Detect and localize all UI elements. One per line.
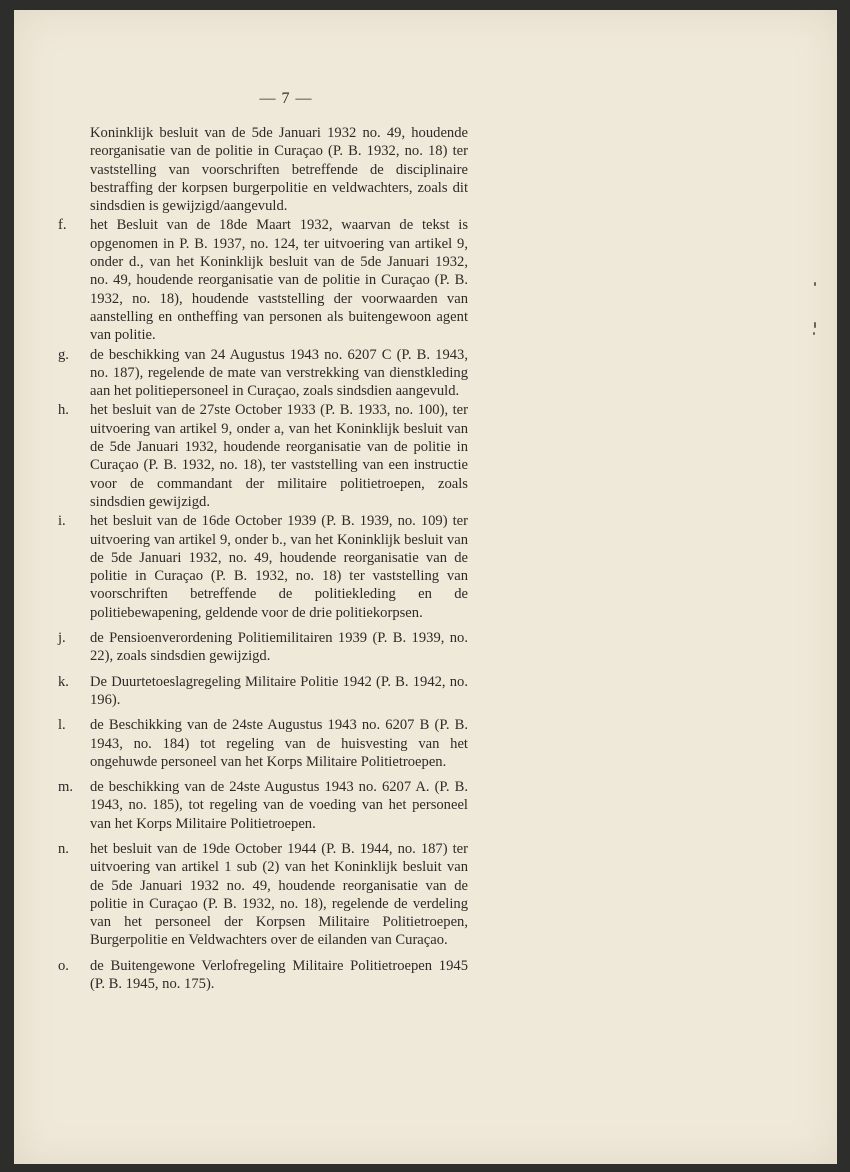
intro-paragraph: Koninklijk besluit van de 5de Januari 1932 no. 49, houdende reorganisatie van de politie in Curaçao (P. B. 1932, no. 18) ter vaststelling van voorschriften betreffende de disciplinaire bestraffing der korpsen burgerpolitie en veldwachters, zoals dit sindsdien is gewijzigd/aangevuld. [90,125,468,215]
list-item [58,401,468,511]
list-item-letter: j. [58,630,66,647]
list-item-text: de beschikking van 24 Augustus 1943 no. 6207 C (P. B. 1943, no. 187), regelende de mate van verstrekking van dienstkleding aan het politiepersoneel in Curaçao, zoals sindsdien aangevuld. [90,346,468,400]
list-item [58,216,468,344]
list-item-letter: l. [58,717,66,734]
paper-speck [813,332,815,335]
list-item [58,629,468,666]
list-item-text: de Buitengewone Verlofregeling Militaire Politietroepen 1945 (P. B. 1945, no. 175). [90,957,468,993]
list-item-letter: o. [58,957,69,974]
list-item-letter: k. [58,673,69,690]
list-item [58,778,468,833]
list-item-text: de beschikking van de 24ste Augustus 1943 no. 6207 A. (P. B. 1943, no. 185), tot regeling van de voeding van het personeel van het Korps Militaire Politietroepen. [90,779,468,832]
list-item-text: het Besluit van de 18de Maart 1932, waarvan de tekst is opgenomen in P. B. 1937, no. 124, ter uitvoering van artikel 9, onder d., van het Koninklijk besluit van de 5de Januari 1932, no. 49, houdende reorganisatie van de politie in Curaçao (P. B. 1932, no. 18), houdende vaststelling der voorwaarden van aanstelling en ontheffing van personen als buitengewoon agent van politie. [90,217,468,344]
list-item-letter: n. [58,840,69,857]
list-item-text: het besluit van de 27ste October 1933 (P. B. 1933, no. 100), ter uitvoering van artikel 9, onder a, van het Koninklijk besluit van de 5de Januari 1932, houdende reorganisatie van de politie in Curaçao (P. B. 1932, no. 18), ter vaststelling van een instructie voor de commandant der militaire politietroepen, zoals sindsdien gewijzigd. [90,402,468,510]
list-item-letter: f. [58,217,67,234]
list-item-text: de Pensioenverordening Politiemilitairen 1939 (P. B. 1939, no. 22), zoals sindsdien gewijzigd. [90,630,468,665]
page-number: — 7 — [259,90,313,107]
list-item-letter: i. [58,513,66,530]
list-item [58,957,468,994]
document-page [14,10,837,1164]
list-item-text: de Beschikking van de 24ste Augustus 1943 no. 6207 B (P. B. 1943, no. 184) tot regeling van de huisvesting van het ongehuwde personeel van het Korps Militaire Politietroepen. [90,717,468,770]
list-item [58,840,468,950]
list-item-text: De Duurtetoeslagregeling Militaire Politie 1942 (P. B. 1942, no. 196). [90,673,468,708]
document-body [58,124,468,993]
list-item [58,673,468,710]
list-item-letter: g. [58,346,69,363]
list-item-text: het besluit van de 19de October 1944 (P. B. 1944, no. 187) ter uitvoering van artikel 1 sub (2) van het Koninklijk besluit van de 5de Januari 1932 no. 49, houdende reorganisatie van de politie in Curaçao (P. B. 1932, no. 18), regelende de verdeling van het personeel der Korpsen Militaire Politietroepen, Burgerpolitie en Veldwachters over de eilanden van Curaçao. [90,840,468,949]
list-item [58,346,468,401]
list-item-text: het besluit van de 16de October 1939 (P. B. 1939, no. 109) ter uitvoering van artikel 9, onder b., van het Koninklijk besluit van de 5de Januari 1932, no. 49, houdende reorganisatie van de politie in Curaçao (P. B. 1932, no. 18) ter vaststelling van voorschriften betreffende de politiekleding en de politiebewapening, geldende voor de drie politiekorpsen. [90,513,468,621]
list-item [58,512,468,622]
paper-speck [814,322,816,328]
paper-speck [814,282,816,286]
list-item-letter: m. [58,779,73,796]
list-item [58,716,468,771]
list-item-letter: h. [58,402,69,419]
